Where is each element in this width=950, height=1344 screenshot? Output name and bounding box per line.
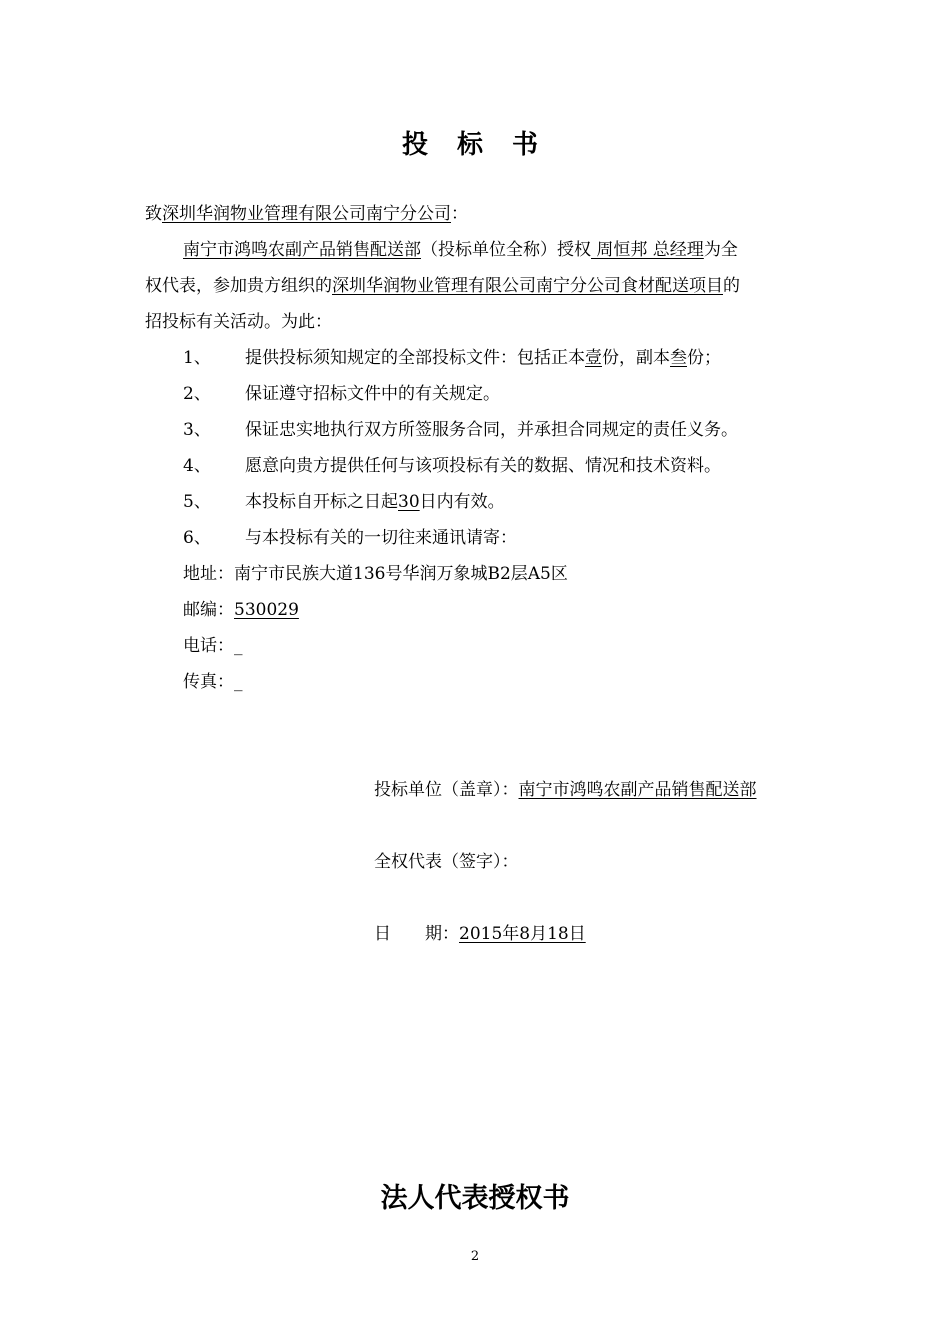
phone-value: _ — [234, 636, 243, 656]
list-item — [183, 419, 738, 441]
phone-label: 电话： — [183, 636, 234, 656]
item-text: 保证遵守招标文件中的有关规定。 — [245, 384, 500, 404]
intro-line-3: 招投标有关活动。为此： — [145, 312, 332, 332]
fax-value: _ — [234, 672, 243, 692]
validity-days: 30 — [398, 492, 420, 512]
item-text: 份，副本 — [602, 348, 670, 368]
list-item — [183, 491, 505, 513]
postcode-value: 530029 — [234, 600, 299, 620]
date-label: 日 期： — [374, 924, 459, 944]
item-number: 6、 — [183, 528, 211, 548]
salutation-suffix: ： — [451, 204, 468, 224]
item-number: 5、 — [183, 492, 211, 512]
signature-date — [374, 923, 586, 945]
intro-line-1 — [183, 239, 738, 261]
list-item — [183, 347, 721, 369]
document-title: 投 标 书 — [401, 130, 549, 160]
salutation — [145, 203, 468, 225]
bidder-seal-value: 南宁市鸿鸣农副产品销售配送部 — [518, 780, 757, 800]
address-label: 地址： — [183, 564, 234, 584]
intro-line-2 — [145, 275, 740, 297]
item-number: 2、 — [183, 384, 211, 404]
signature-bidder — [374, 779, 757, 801]
date-value: 2015年8月18日 — [459, 924, 586, 944]
intro-text: 为全 — [703, 240, 738, 260]
list-item — [183, 383, 500, 405]
intro-text: 的 — [723, 276, 740, 296]
intro-text: 权代表，参加贵方组织的 — [145, 276, 332, 296]
representative-signature-label: 全权代表（签字）： — [374, 852, 519, 872]
bidder-seal-label: 投标单位（盖章）： — [374, 780, 519, 800]
address-line — [183, 563, 568, 585]
item-text: 保证忠实地执行双方所签服务合同，并承担合同规定的责任义务。 — [245, 420, 738, 440]
item-number: 1、 — [183, 348, 211, 368]
item-text: 愿意向贵方提供任何与该项投标有关的数据、情况和技术资料。 — [245, 456, 721, 476]
authorization-title: 法人代表授权书 — [380, 1183, 570, 1214]
item-text: 本投标自开标之日起 — [245, 492, 398, 512]
list-item — [183, 455, 721, 477]
page-number: 2 — [470, 1249, 480, 1264]
item-text: 份； — [687, 348, 721, 368]
bidder-name: 南宁市鸿鸣农副产品销售配送部 — [183, 240, 421, 260]
project-name: 深圳华润物业管理有限公司南宁分公司食材配送项目 — [332, 276, 723, 296]
original-copies: 壹 — [585, 348, 602, 368]
item-text: 日内有效。 — [419, 492, 505, 512]
fax-line — [183, 671, 243, 693]
item-number: 3、 — [183, 420, 211, 440]
salutation-prefix: 致 — [145, 204, 162, 224]
item-number: 4、 — [183, 456, 211, 476]
signature-representative — [374, 851, 519, 873]
fax-label: 传真： — [183, 672, 234, 692]
phone-line — [183, 635, 243, 657]
item-text: 提供投标须知规定的全部投标文件：包括正本 — [245, 348, 585, 368]
representative-name: 周恒邦 总经理 — [591, 240, 704, 260]
list-item — [183, 527, 517, 549]
recipient-name: 深圳华润物业管理有限公司南宁分公司 — [162, 204, 451, 224]
postcode-line — [183, 599, 299, 621]
intro-text: （投标单位全称）授权 — [421, 240, 591, 260]
postcode-label: 邮编： — [183, 600, 234, 620]
duplicate-copies: 叁 — [670, 348, 687, 368]
item-text: 与本投标有关的一切往来通讯请寄： — [245, 528, 517, 548]
address-value: 南宁市民族大道136号华润万象城B2层A5区 — [234, 564, 568, 584]
